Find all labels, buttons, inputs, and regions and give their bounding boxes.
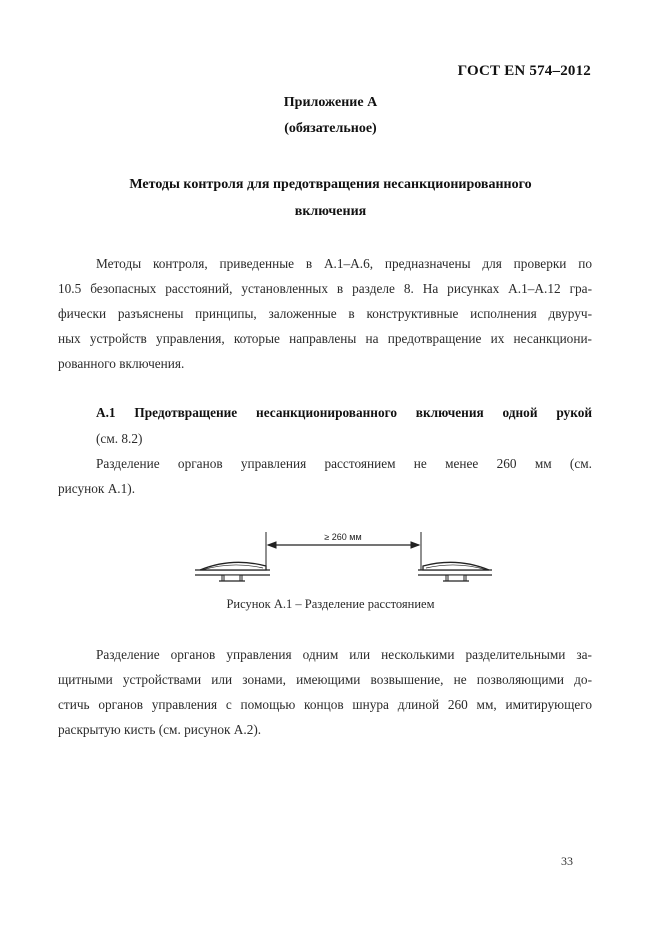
appendix-title: Приложение А: [283, 95, 378, 110]
text-line: стичь органов управления с помощью концов шнура длиной 260 мм, имитирующего: [58, 697, 592, 712]
page-number: 33: [561, 854, 573, 868]
text-line: фически разъяснены принципы, заложенные в конструктивные исполнения двуруч-: [58, 306, 592, 321]
document-code: ГОСТ EN 574–2012: [457, 63, 591, 79]
text-line: Методы контроля, приведенные в А.1–А.6, предназначены для проверки по: [96, 256, 592, 271]
text-line: Разделение органов управления расстоянием не менее 260 мм (см.: [96, 456, 592, 471]
text-line: Разделение органов управления одним или несколькими разделительными за-: [96, 647, 592, 662]
text-line: 10.5 безопасных расстояний, установленных в разделе 8. На рисунках А.1–А.12 гра-: [58, 281, 592, 296]
text-line: раскрытую кисть (см. рисунок А.2).: [58, 722, 262, 737]
text-line: щитными устройствами или зонами, имеющими возвышение, не позволяющими до-: [58, 672, 592, 687]
text-line: рисунок А.1).: [58, 481, 136, 496]
a1-heading: А.1 Предотвращение несанкционированного включения одной рукой: [96, 405, 592, 420]
arrow-left: [268, 542, 276, 548]
appendix-status: (обязательное): [284, 121, 377, 136]
text-line: рованного включения.: [58, 356, 185, 371]
control-device-right: [418, 562, 492, 581]
a1-heading-continuation: (см. 8.2): [96, 431, 143, 446]
section-title-line2: включения: [294, 204, 367, 219]
section-title-line1: Методы контроля для предотвращения несанкционированного: [129, 177, 532, 192]
control-device-left: [195, 562, 270, 581]
text-line: ных устройств управления, которые направлены на предотвращение их несанкциони-: [58, 331, 592, 346]
dimension-label: ≥ 260 мм: [324, 532, 362, 542]
figure-caption: Рисунок А.1 – Разделение расстоянием: [226, 597, 435, 611]
arrow-right: [411, 542, 419, 548]
